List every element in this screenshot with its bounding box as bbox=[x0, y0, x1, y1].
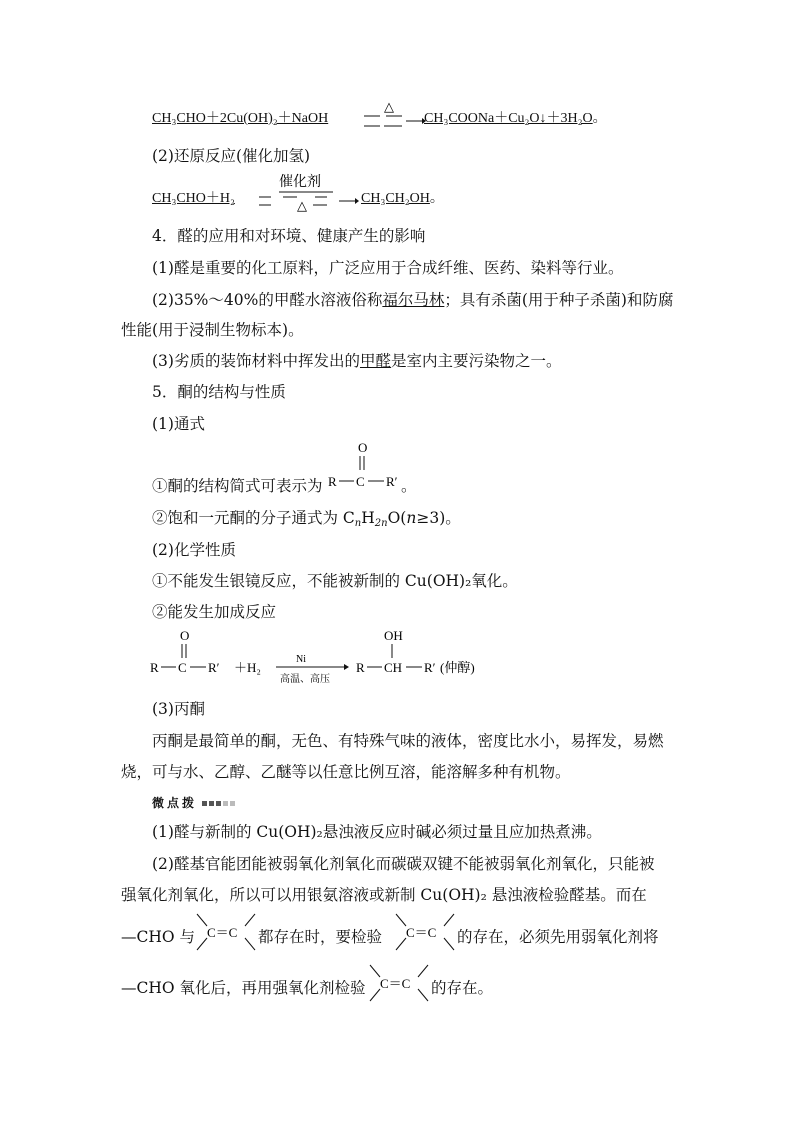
plus-hydrogen: ＋H₂ bbox=[234, 660, 261, 675]
catalyst-arrow bbox=[253, 170, 363, 216]
equation2-left: CH₃CHO＋H₂ bbox=[152, 191, 235, 206]
tip-p4-c: 的存在，必须先用弱氧化剂将 bbox=[457, 928, 659, 946]
reactant-r2: R′ bbox=[208, 660, 220, 675]
tip-p5-b: 的存在。 bbox=[431, 979, 494, 997]
equation2-end: 。 bbox=[429, 191, 444, 206]
p2-text-b: ；具有杀菌(用于种子杀菌)和防腐 bbox=[444, 291, 674, 309]
formula-n: n bbox=[406, 509, 417, 527]
reduction-heading: (2)还原反应(催化加氢) bbox=[152, 147, 311, 165]
cc-text-1: C＝C bbox=[207, 925, 238, 940]
cc-text-2: C＝C bbox=[406, 925, 437, 940]
section4-p2-cont: 性能(用于浸制生物标本)。 bbox=[121, 321, 304, 339]
section4-p3 bbox=[152, 349, 562, 371]
section4-heading: 4．醛的应用和对环境、健康产生的影响 bbox=[152, 227, 426, 245]
secondary-alcohol-note: (仲醇) bbox=[440, 660, 475, 675]
ketone-general-formula bbox=[152, 506, 461, 528]
section4-p1: (1)醛是重要的化工原料，广泛应用于合成纤维、医药、染料等行业。 bbox=[152, 259, 624, 277]
formula-sub-n: n bbox=[354, 518, 362, 529]
formula-sub-2n: 2n bbox=[374, 518, 388, 529]
equation-aldehyde-oxidation bbox=[152, 107, 328, 127]
formula-prefix: ②饱和一元酮的分子通式为 C bbox=[152, 509, 355, 527]
p2-text-a: (2)35%～40%的甲醛水溶液俗称 bbox=[152, 291, 383, 309]
ni-catalyst: Ni bbox=[296, 654, 306, 665]
equation2-right-text: CH₃CH₂OH bbox=[361, 191, 430, 206]
tip-p5-a: —CHO 氧化后，再用强氧化剂检验 bbox=[121, 979, 366, 997]
tip-p4-b: 都存在时，要检验 bbox=[258, 928, 383, 946]
tip-p4-a: —CHO 与 bbox=[121, 928, 196, 946]
ketone-carbon: C bbox=[356, 474, 365, 489]
tip-label-row bbox=[152, 793, 237, 811]
cc-text-3: C＝C bbox=[380, 976, 411, 991]
equation-right-text: CH₃COONa＋Cu₂O↓＋3H₂O bbox=[424, 111, 593, 126]
tip-label: 微点拨 bbox=[152, 796, 198, 810]
double-bond-structure-1 bbox=[193, 912, 259, 952]
acetone-heading: (3)丙酮 bbox=[152, 700, 205, 718]
heat-symbol-2: △ bbox=[297, 198, 307, 213]
equation-right bbox=[424, 107, 607, 127]
p3-text-b: 是室内主要污染物之一。 bbox=[390, 352, 562, 370]
catalyst-label: 催化剂 bbox=[279, 175, 321, 190]
product-r2: R′ bbox=[424, 660, 436, 675]
ketone-oxygen: O bbox=[358, 440, 368, 455]
section5-heading: 5．酮的结构与性质 bbox=[152, 383, 286, 401]
ketone-structure-end: 。 bbox=[401, 477, 417, 495]
chem-properties-heading: (2)化学性质 bbox=[152, 541, 236, 559]
heat-symbol: △ bbox=[384, 99, 394, 114]
reaction-conditions: 高温、高压 bbox=[280, 674, 330, 685]
double-bond-structure-3 bbox=[366, 963, 432, 1003]
general-formula-heading: (1)通式 bbox=[152, 415, 205, 433]
product-oh: OH bbox=[384, 628, 403, 643]
section4-p2 bbox=[152, 288, 673, 310]
tip-p3: 强氧化剂氧化，所以可以用银氨溶液或新制 Cu(OH)₂ 悬浊液检验醛基。而在 bbox=[121, 886, 647, 904]
tip-p1: (1)醛与新制的 Cu(OH)₂悬浊液反应时碱必须过量且应加热煮沸。 bbox=[152, 823, 602, 841]
formalin-term: 福尔马林 bbox=[382, 291, 445, 309]
heating-arrow bbox=[356, 98, 426, 134]
acetone-description-2: 烧，可与水、乙醇、乙醚等以任意比例互溶，能溶解多种有机物。 bbox=[121, 763, 571, 781]
ketone-structure-text: ①酮的结构简式可表示为 bbox=[152, 477, 323, 495]
product-r: R bbox=[356, 660, 365, 675]
chem-property-1: ①不能发生银镜反应，不能被新制的 Cu(OH)₂氧化。 bbox=[152, 572, 518, 590]
product-ch: CH bbox=[384, 660, 403, 675]
formula-o: O( bbox=[387, 509, 407, 527]
addition-reaction bbox=[148, 624, 488, 690]
formaldehyde-term: 甲醛 bbox=[359, 352, 391, 370]
p3-text-a: (3)劣质的装饰材料中挥发出的 bbox=[152, 352, 360, 370]
tip-p2: (2)醛基官能团能被弱氧化剂氧化而碳碳双键不能被弱氧化剂氧化，只能被 bbox=[152, 855, 655, 873]
equation-hydrogenation bbox=[152, 187, 235, 207]
double-bond-structure-2 bbox=[392, 912, 458, 952]
acetone-description-1: 丙酮是最简单的酮，无色、有特殊气味的液体，密度比水小，易挥发，易燃 bbox=[152, 732, 664, 750]
equation-left: CH₃CHO＋2Cu(OH)₂＋NaOH bbox=[152, 111, 329, 126]
formula-ge: ≥3)。 bbox=[416, 509, 461, 527]
equation2-right bbox=[361, 187, 444, 207]
ketone-r: R bbox=[328, 474, 337, 489]
chem-property-2: ②能发生加成反应 bbox=[152, 603, 277, 621]
reactant-r: R bbox=[150, 660, 159, 675]
equation-end: 。 bbox=[592, 111, 607, 126]
reactant-carbon: C bbox=[178, 660, 187, 675]
ketone-r2: R′ bbox=[386, 474, 398, 489]
tip-dots-icon bbox=[202, 793, 237, 811]
reactant-oxygen: O bbox=[180, 628, 190, 643]
formula-h: H bbox=[361, 509, 375, 527]
